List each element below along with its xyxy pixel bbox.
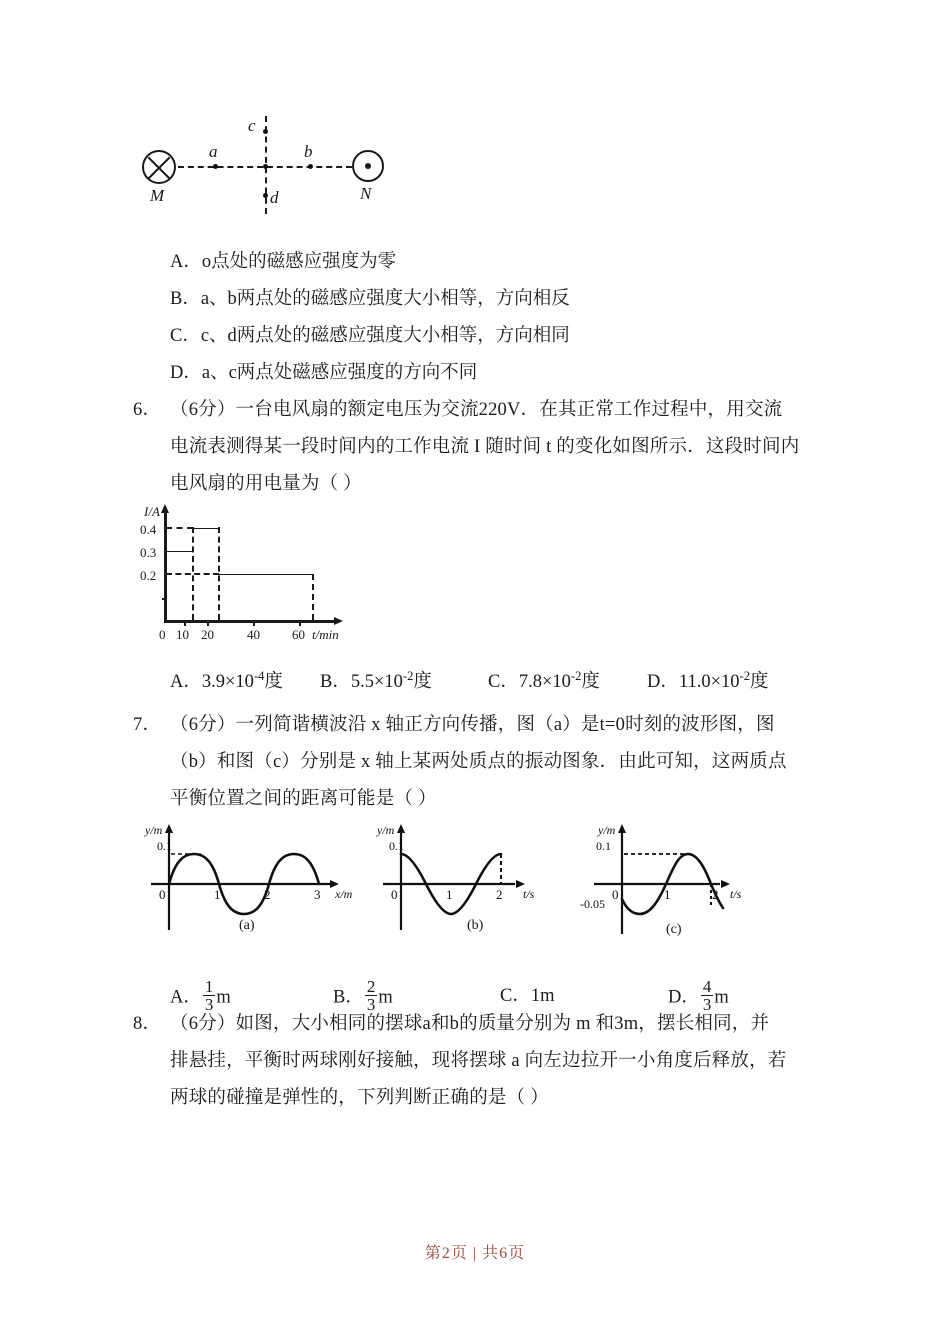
figure-label-d: d xyxy=(270,188,279,207)
q6-option-b-value: 5.5×10 xyxy=(350,672,403,693)
figure-label-n: N xyxy=(360,184,372,203)
svg-text:0: 0 xyxy=(159,887,166,902)
q8-number: 8． xyxy=(133,1014,162,1034)
figure-vibration-b xyxy=(375,822,560,937)
chart-x-tick-label-0: 0 xyxy=(159,627,166,642)
q6-option-d-letter: D． xyxy=(647,672,679,693)
svg-text:x/m: x/m xyxy=(335,887,353,901)
page-footer: 第2页 | 共6页 xyxy=(424,1245,526,1262)
q6-option-c-unit: 度 xyxy=(581,672,600,693)
q6-option-a-exponent: -4 xyxy=(253,669,265,683)
figure-waveform-a xyxy=(143,822,358,937)
fraction-denominator: 3 xyxy=(702,995,712,1015)
chart-y-axis-label: I/A xyxy=(144,504,160,519)
chart-x-tick-label-60: 60 xyxy=(292,627,305,642)
q5-option-d[interactable]: D．a、c两点处磁感应强度的方向不同 xyxy=(170,363,478,383)
svg-text:1: 1 xyxy=(446,887,453,902)
q7-line-2: （b）和图（c）分别是 x 轴上某两处质点的振动图象．由此可知，这两质点 xyxy=(170,752,787,772)
svg-text:0.1: 0.1 xyxy=(596,839,611,853)
chart-y-tick-0.3: 0.3 xyxy=(140,545,157,560)
q6-option-a-unit: 度 xyxy=(264,672,283,693)
q7-option-d-letter: D． xyxy=(668,987,700,1008)
svg-text:0: 0 xyxy=(612,887,619,902)
fraction-numerator: 4 xyxy=(702,977,712,996)
q6-option-c-value: 7.8×10 xyxy=(518,672,571,693)
fraction-numerator: 2 xyxy=(366,977,376,996)
svg-text:t/s: t/s xyxy=(523,887,535,901)
chart-step-segment-0.4A xyxy=(192,528,218,529)
q5-option-a[interactable]: A．o点处的磁感应强度为零 xyxy=(170,252,397,272)
chart-x-axis xyxy=(164,620,336,623)
q7-line-1: （6分）一列简谐横波沿 x 轴正方向传播，图（a）是t=0时刻的波形图，图 xyxy=(170,715,775,735)
chart-y-tick-0.4: 0.4 xyxy=(140,522,157,537)
q6-line-2: 电流表测得某一段时间内的工作电流 I 随时间 t 的变化如图所示．这段时间内 xyxy=(170,437,800,457)
chart-x-tick-10 xyxy=(184,620,186,626)
svg-text:y/m: y/m xyxy=(598,823,616,837)
svg-text:t/s: t/s xyxy=(730,887,742,901)
q6-option-a-letter: A． xyxy=(170,672,202,693)
svg-text:0.1: 0.1 xyxy=(389,839,404,853)
chart-x-tick-60 xyxy=(299,620,301,626)
q8-line-2: 排悬挂，平衡时两球刚好接触，现将摆球 a 向左边拉开一小角度后释放，若 xyxy=(170,1051,787,1071)
q7-line-3: 平衡位置之间的距离可能是（ ） xyxy=(170,789,437,809)
figure-label-m: M xyxy=(150,186,165,205)
svg-text:-0.05: -0.05 xyxy=(580,897,605,911)
figure-point-c xyxy=(263,129,268,134)
q7-option-d-unit: m xyxy=(714,987,729,1008)
fraction-denominator: 3 xyxy=(366,995,376,1015)
svg-text:0.1: 0.1 xyxy=(157,839,172,853)
q7-number: 7． xyxy=(133,715,162,735)
q7-option-a-letter: A． xyxy=(170,987,202,1008)
q7-option-b-unit: m xyxy=(378,987,393,1008)
figure-current-time-graph xyxy=(140,500,410,650)
chart-x-tick-label-10: 10 xyxy=(176,627,189,642)
chart-riser-12min xyxy=(192,527,194,620)
q8-line-1: （6分）如图，大小相同的摆球a和b的质量分别为 m 和3m，摆长相同，并 xyxy=(170,1014,770,1034)
q6-option-d-value: 11.0×10 xyxy=(678,672,740,693)
q6-option-a-value: 3.9×10 xyxy=(201,672,254,693)
q5-option-c[interactable]: C．c、d两点处的磁感应强度大小相等，方向相同 xyxy=(170,326,570,346)
q8-line-3: 两球的碰撞是弹性的，下列判断正确的是（ ） xyxy=(170,1088,549,1108)
svg-text:3: 3 xyxy=(314,887,321,902)
chart-y-minor-tick xyxy=(162,598,166,600)
chart-step-segment-0.3A xyxy=(166,551,192,552)
figure-magnet-field-diagram xyxy=(120,98,450,233)
q6-number: 6． xyxy=(133,400,162,420)
q6-option-c-letter: C． xyxy=(488,672,519,693)
chart-y-axis-arrow-icon xyxy=(161,504,169,513)
figure-point-d xyxy=(263,193,268,198)
q6-option-c[interactable] xyxy=(488,658,600,701)
q6-line-3: 电风扇的用电量为（ ） xyxy=(170,474,362,494)
chart-x-tick-20 xyxy=(207,620,209,626)
figure-point-o xyxy=(263,164,268,169)
q6-option-d-exponent: -2 xyxy=(739,669,750,683)
fraction-numerator: 1 xyxy=(204,977,214,996)
fraction-denominator: 3 xyxy=(204,995,214,1015)
q6-option-b-letter: B． xyxy=(320,672,351,693)
q6-option-b[interactable] xyxy=(320,658,432,701)
q7-option-b-letter: B． xyxy=(333,987,364,1008)
q6-option-a[interactable] xyxy=(170,658,283,701)
svg-text:2: 2 xyxy=(496,887,503,902)
figure-label-b: b xyxy=(304,142,313,161)
chart-riser-62min xyxy=(312,574,314,620)
q6-line-1: （6分）一台电风扇的额定电压为交流220V．在其正常工作过程中，用交流 xyxy=(170,400,783,420)
figure-label-a: a xyxy=(209,142,218,161)
magnet-n-dot-icon xyxy=(365,163,371,169)
chart-y-tick-0.2: 0.2 xyxy=(140,568,157,583)
figure-b-caption: (b) xyxy=(467,918,484,933)
figure-point-a xyxy=(213,164,218,169)
q7-option-c-letter: C． xyxy=(500,986,531,1006)
figure-a-caption: (a) xyxy=(239,918,255,933)
chart-x-tick-label-20: 20 xyxy=(201,627,214,642)
q6-option-b-unit: 度 xyxy=(413,672,432,693)
figure-c-caption: (c) xyxy=(666,922,682,937)
chart-x-axis-arrow-icon xyxy=(334,617,343,625)
q6-option-b-exponent: -2 xyxy=(402,669,414,683)
svg-text:y/m: y/m xyxy=(145,823,163,837)
svg-text:2: 2 xyxy=(264,887,271,902)
chart-x-axis-label: t/min xyxy=(312,627,339,642)
chart-riser-22min xyxy=(218,527,220,620)
svg-text:y/m: y/m xyxy=(377,823,395,837)
svg-text:1: 1 xyxy=(214,887,221,902)
svg-text:2: 2 xyxy=(712,887,719,902)
q6-option-c-exponent: -2 xyxy=(570,669,582,683)
figure-label-c: c xyxy=(248,116,256,135)
chart-guide-0.4 xyxy=(166,527,193,529)
q6-option-d-unit: 度 xyxy=(749,672,769,693)
chart-step-segment-0.2A xyxy=(218,574,313,575)
q6-option-d[interactable] xyxy=(647,658,769,701)
svg-text:1: 1 xyxy=(664,887,671,902)
figure-point-b xyxy=(308,164,313,169)
q7-option-a-unit: m xyxy=(216,987,231,1008)
chart-x-tick-40 xyxy=(253,620,255,626)
q5-option-b[interactable]: B．a、b两点处的磁感应强度大小相等，方向相反 xyxy=(170,289,570,309)
svg-text:0: 0 xyxy=(391,887,398,902)
q7-option-c-value: 1m xyxy=(530,986,555,1006)
figure-vibration-c xyxy=(580,822,780,942)
chart-x-tick-label-40: 40 xyxy=(247,627,260,642)
